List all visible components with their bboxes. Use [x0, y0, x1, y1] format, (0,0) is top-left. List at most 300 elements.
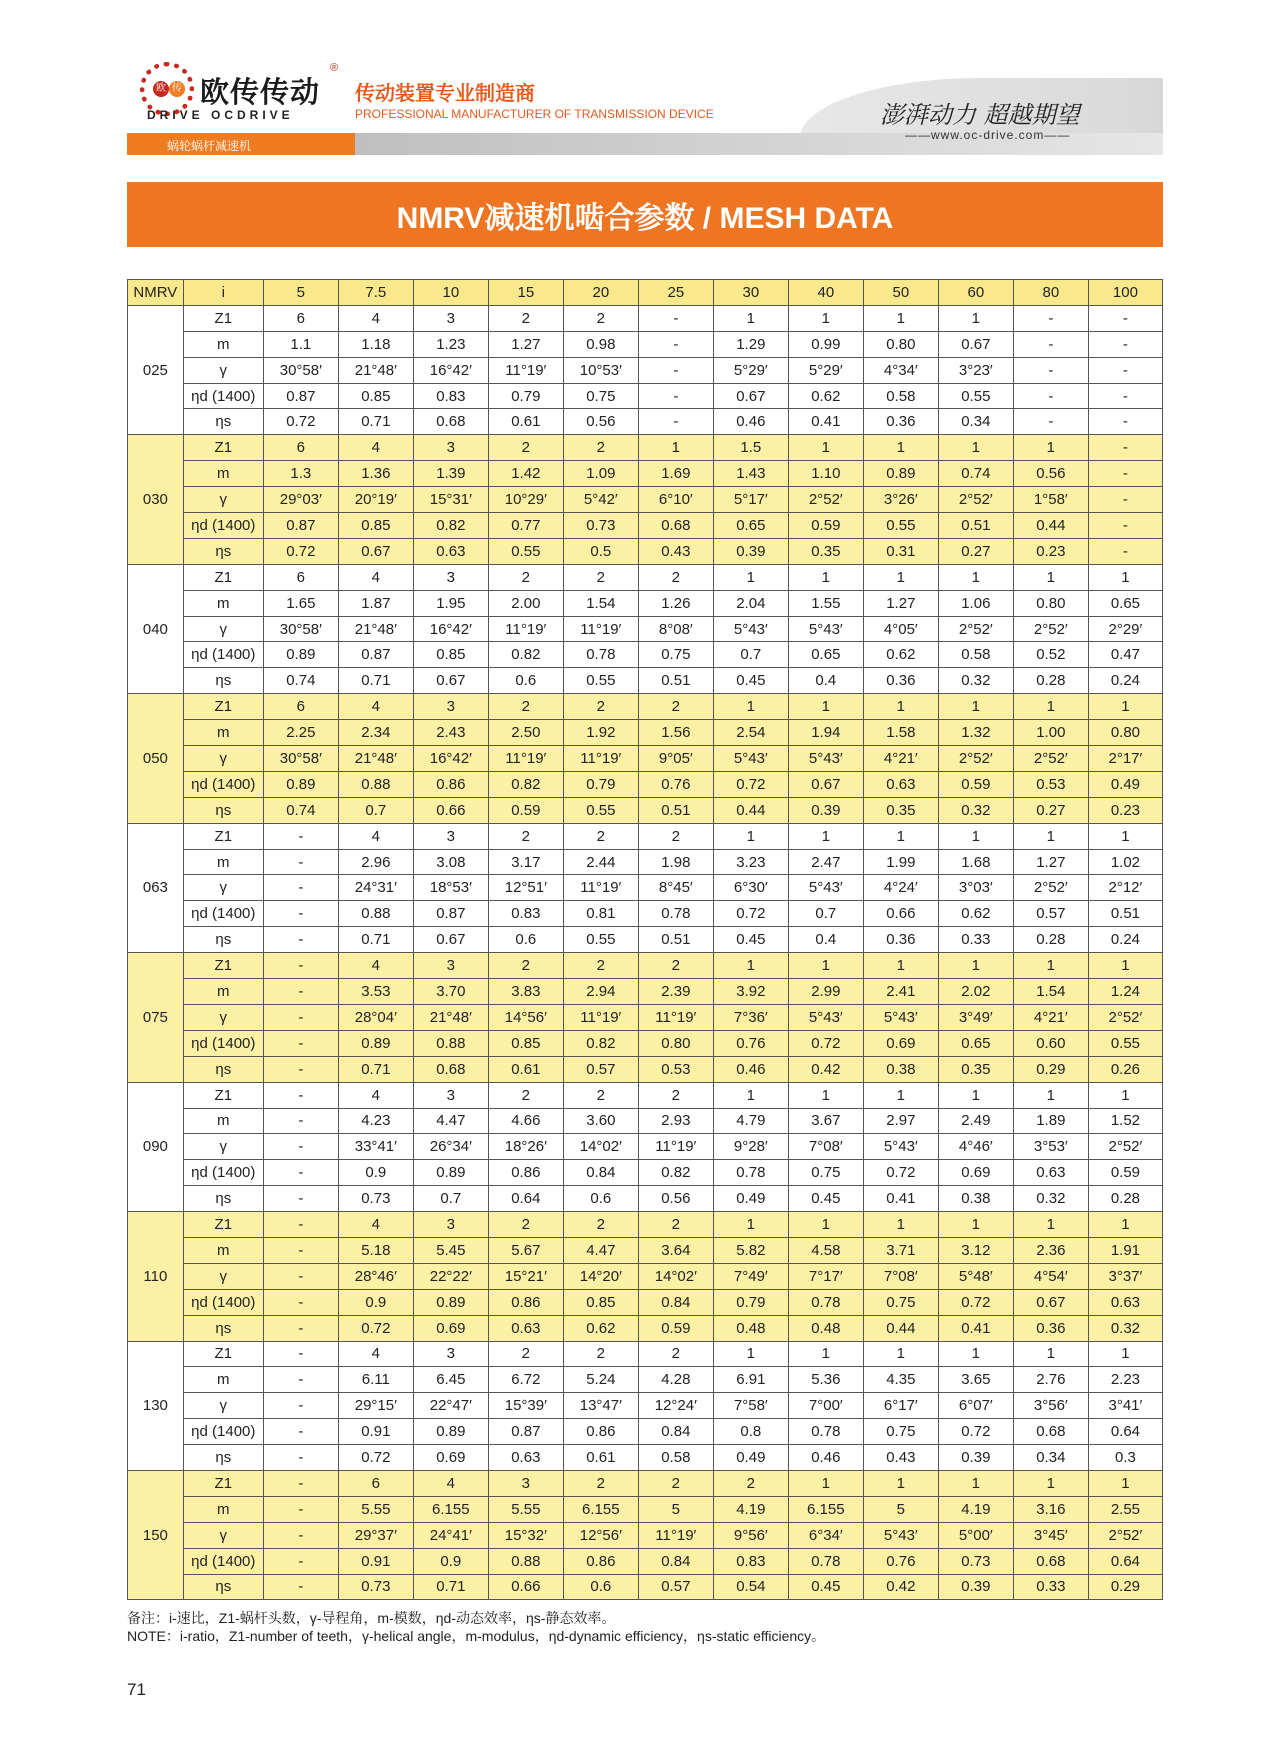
value-cell: 5°42′ — [563, 487, 638, 513]
value-cell: 0.51 — [638, 927, 713, 953]
value-cell: 30°58′ — [263, 357, 338, 383]
value-cell: 0.35 — [863, 797, 938, 823]
value-cell: 0.41 — [938, 1315, 1013, 1341]
value-cell: 0.38 — [863, 1056, 938, 1082]
value-cell: 4.47 — [413, 1108, 488, 1134]
value-cell: 3.67 — [788, 1108, 863, 1134]
value-cell: 1 — [863, 564, 938, 590]
value-cell: 21°48′ — [338, 746, 413, 772]
value-cell: 0.56 — [1013, 461, 1088, 487]
value-cell: 1.56 — [638, 720, 713, 746]
value-cell: 11°19′ — [488, 357, 563, 383]
param-cell: Z1 — [183, 564, 263, 590]
table-row — [128, 927, 1163, 953]
table-row — [128, 746, 1163, 772]
table-header-cell: 20 — [563, 280, 638, 306]
value-cell: 0.55 — [563, 927, 638, 953]
value-cell: - — [263, 901, 338, 927]
value-cell: 1 — [713, 823, 788, 849]
value-cell: 1 — [1013, 1082, 1088, 1108]
value-cell: 4 — [338, 435, 413, 461]
table-row — [128, 1082, 1163, 1108]
value-cell: 11°19′ — [488, 616, 563, 642]
value-cell: 1.95 — [413, 590, 488, 616]
value-cell: 11°19′ — [563, 875, 638, 901]
value-cell: - — [1088, 435, 1162, 461]
table-header-cell: 15 — [488, 280, 563, 306]
value-cell: 0.74 — [263, 668, 338, 694]
value-cell: 5°00′ — [938, 1522, 1013, 1548]
value-cell: 0.57 — [1013, 901, 1088, 927]
value-cell: 0.29 — [1088, 1574, 1162, 1600]
value-cell: 0.7 — [788, 901, 863, 927]
value-cell: 1.27 — [1013, 849, 1088, 875]
value-cell: - — [1013, 357, 1088, 383]
value-cell: 0.54 — [713, 1574, 788, 1600]
value-cell: 2.47 — [788, 849, 863, 875]
table-row — [128, 823, 1163, 849]
value-cell: 1.68 — [938, 849, 1013, 875]
value-cell: 0.84 — [638, 1548, 713, 1574]
value-cell: 1 — [788, 1470, 863, 1496]
value-cell: 5°48′ — [938, 1263, 1013, 1289]
value-cell: 0.65 — [1088, 590, 1162, 616]
value-cell: 2°52′ — [1088, 1134, 1162, 1160]
value-cell: 0.71 — [338, 927, 413, 953]
value-cell: 5.18 — [338, 1237, 413, 1263]
value-cell: 6.155 — [413, 1496, 488, 1522]
value-cell: 0.53 — [1013, 771, 1088, 797]
value-cell: 0.23 — [1013, 538, 1088, 564]
value-cell: 1.24 — [1088, 979, 1162, 1005]
value-cell: 2 — [563, 564, 638, 590]
value-cell: 6°10′ — [638, 487, 713, 513]
value-cell: 2 — [638, 953, 713, 979]
param-cell: ηs — [183, 1315, 263, 1341]
value-cell: 0.71 — [338, 409, 413, 435]
value-cell: 1 — [638, 435, 713, 461]
value-cell: 9°28′ — [713, 1134, 788, 1160]
value-cell: 2 — [563, 435, 638, 461]
value-cell: - — [263, 1237, 338, 1263]
value-cell: 11°19′ — [563, 1004, 638, 1030]
value-cell: 0.45 — [713, 668, 788, 694]
value-cell: 0.78 — [788, 1548, 863, 1574]
table-row — [128, 1574, 1163, 1600]
value-cell: 1.10 — [788, 461, 863, 487]
value-cell: 0.65 — [938, 1030, 1013, 1056]
value-cell: 3.17 — [488, 849, 563, 875]
value-cell: 0.43 — [863, 1445, 938, 1471]
value-cell: 1.42 — [488, 461, 563, 487]
value-cell: 0.58 — [938, 642, 1013, 668]
value-cell: 0.59 — [488, 797, 563, 823]
param-cell: ηs — [183, 409, 263, 435]
param-cell: γ — [183, 1134, 263, 1160]
value-cell: 0.63 — [488, 1315, 563, 1341]
table-row — [128, 616, 1163, 642]
param-cell: γ — [183, 1393, 263, 1419]
value-cell: 3°41′ — [1088, 1393, 1162, 1419]
param-cell: m — [183, 590, 263, 616]
param-cell: ηs — [183, 927, 263, 953]
value-cell: 3 — [413, 823, 488, 849]
value-cell: 2 — [638, 1341, 713, 1367]
value-cell: 4°34′ — [863, 357, 938, 383]
table-row — [128, 668, 1163, 694]
value-cell: 0.72 — [263, 409, 338, 435]
value-cell: 15°39′ — [488, 1393, 563, 1419]
value-cell: 5.55 — [338, 1496, 413, 1522]
table-header-cell: 30 — [713, 280, 788, 306]
value-cell: 0.31 — [863, 538, 938, 564]
value-cell: 0.88 — [338, 771, 413, 797]
value-cell: 0.26 — [1088, 1056, 1162, 1082]
value-cell: 2 — [563, 1470, 638, 1496]
value-cell: 0.6 — [488, 927, 563, 953]
param-cell: m — [183, 1367, 263, 1393]
value-cell: 2°52′ — [1088, 1522, 1162, 1548]
value-cell: 2.02 — [938, 979, 1013, 1005]
value-cell: 7°08′ — [788, 1134, 863, 1160]
value-cell: 1 — [938, 1341, 1013, 1367]
value-cell: 0.48 — [713, 1315, 788, 1341]
value-cell: 0.82 — [563, 1030, 638, 1056]
value-cell: 2 — [488, 1341, 563, 1367]
value-cell: 0.78 — [788, 1419, 863, 1445]
value-cell: 3°03′ — [938, 875, 1013, 901]
value-cell: 0.83 — [488, 901, 563, 927]
value-cell: 2.04 — [713, 590, 788, 616]
param-cell: γ — [183, 487, 263, 513]
value-cell: 21°48′ — [338, 357, 413, 383]
value-cell: - — [263, 823, 338, 849]
value-cell: 0.7 — [338, 797, 413, 823]
value-cell: 0.28 — [1013, 927, 1088, 953]
value-cell: 1 — [713, 953, 788, 979]
logo-mark-ou: 欧 — [153, 81, 169, 97]
value-cell: - — [263, 875, 338, 901]
tagline-cn: 传动装置专业制造商 — [355, 83, 535, 105]
tagline-en: PROFESSIONAL MANUFACTURER OF TRANSMISSION DEVICE — [355, 107, 714, 121]
value-cell: 6.155 — [563, 1496, 638, 1522]
value-cell: 0.69 — [413, 1315, 488, 1341]
value-cell: 2.00 — [488, 590, 563, 616]
value-cell: 0.80 — [1088, 720, 1162, 746]
value-cell: 1 — [1013, 953, 1088, 979]
value-cell: 0.89 — [413, 1289, 488, 1315]
value-cell: 1 — [1088, 1341, 1162, 1367]
value-cell: 0.83 — [713, 1548, 788, 1574]
value-cell: 2 — [638, 564, 713, 590]
value-cell: 6°07′ — [938, 1393, 1013, 1419]
value-cell: 0.67 — [713, 383, 788, 409]
value-cell: 1 — [1013, 694, 1088, 720]
value-cell: 4 — [338, 1341, 413, 1367]
param-cell: m — [183, 1108, 263, 1134]
slogan: 澎湃动力 超越期望 — [880, 101, 1080, 129]
value-cell: 11°19′ — [563, 616, 638, 642]
value-cell: 24°31′ — [338, 875, 413, 901]
value-cell: 0.62 — [863, 642, 938, 668]
value-cell: 0.83 — [413, 383, 488, 409]
value-cell: 4.28 — [638, 1367, 713, 1393]
value-cell: 0.87 — [413, 901, 488, 927]
value-cell: 1 — [788, 435, 863, 461]
value-cell: 2.76 — [1013, 1367, 1088, 1393]
table-row — [128, 1445, 1163, 1471]
value-cell: 1 — [863, 1341, 938, 1367]
value-cell: 1 — [863, 823, 938, 849]
value-cell: 0.6 — [563, 1574, 638, 1600]
value-cell: 0.99 — [788, 331, 863, 357]
value-cell: 0.45 — [788, 1574, 863, 1600]
value-cell: 1.55 — [788, 590, 863, 616]
param-cell: ηs — [183, 668, 263, 694]
value-cell: 0.66 — [413, 797, 488, 823]
value-cell: 5.24 — [563, 1367, 638, 1393]
value-cell: 0.32 — [1013, 1186, 1088, 1212]
value-cell: 1°58′ — [1013, 487, 1088, 513]
value-cell: 1 — [713, 694, 788, 720]
value-cell: 5°29′ — [788, 357, 863, 383]
value-cell: 1 — [788, 823, 863, 849]
value-cell: 6°34′ — [788, 1522, 863, 1548]
value-cell: 2 — [563, 1341, 638, 1367]
value-cell: 1.06 — [938, 590, 1013, 616]
param-cell: ηd (1400) — [183, 642, 263, 668]
value-cell: 5°17′ — [713, 487, 788, 513]
value-cell: 2°52′ — [938, 746, 1013, 772]
value-cell: 1 — [1013, 1341, 1088, 1367]
value-cell: 0.89 — [863, 461, 938, 487]
value-cell: 0.79 — [488, 383, 563, 409]
size-cell: 110 — [128, 1212, 184, 1341]
value-cell: 1 — [863, 435, 938, 461]
value-cell: 0.7 — [413, 1186, 488, 1212]
value-cell: 2 — [488, 1212, 563, 1238]
param-cell: m — [183, 1237, 263, 1263]
value-cell: 2.34 — [338, 720, 413, 746]
value-cell: 0.41 — [863, 1186, 938, 1212]
value-cell: 6 — [263, 305, 338, 331]
value-cell: 3.60 — [563, 1108, 638, 1134]
value-cell: 2.50 — [488, 720, 563, 746]
value-cell: 2°52′ — [788, 487, 863, 513]
value-cell: 0.58 — [638, 1445, 713, 1471]
value-cell: 1.43 — [713, 461, 788, 487]
value-cell: - — [638, 331, 713, 357]
value-cell: 1.29 — [713, 331, 788, 357]
value-cell: 2 — [638, 823, 713, 849]
value-cell: 0.58 — [863, 383, 938, 409]
table-header-cell: 100 — [1088, 280, 1162, 306]
value-cell: - — [263, 1134, 338, 1160]
value-cell: - — [263, 1367, 338, 1393]
size-cell: 075 — [128, 953, 184, 1082]
value-cell: 0.57 — [563, 1056, 638, 1082]
value-cell: 0.82 — [488, 771, 563, 797]
value-cell: 1.89 — [1013, 1108, 1088, 1134]
value-cell: - — [1088, 538, 1162, 564]
value-cell: 1.27 — [863, 590, 938, 616]
value-cell: 5 — [638, 1496, 713, 1522]
value-cell: 0.23 — [1088, 797, 1162, 823]
value-cell: 28°04′ — [338, 1004, 413, 1030]
value-cell: 2 — [563, 1212, 638, 1238]
param-cell: γ — [183, 875, 263, 901]
value-cell: 0.87 — [488, 1419, 563, 1445]
value-cell: 18°53′ — [413, 875, 488, 901]
value-cell: 11°19′ — [638, 1004, 713, 1030]
value-cell: 1.00 — [1013, 720, 1088, 746]
value-cell: 0.60 — [1013, 1030, 1088, 1056]
value-cell: 5°43′ — [863, 1522, 938, 1548]
table-row — [128, 1341, 1163, 1367]
value-cell: - — [263, 1522, 338, 1548]
value-cell: 1 — [713, 1082, 788, 1108]
value-cell: 6.91 — [713, 1367, 788, 1393]
value-cell: 6 — [338, 1470, 413, 1496]
value-cell: 1 — [938, 1470, 1013, 1496]
value-cell: 0.68 — [413, 1056, 488, 1082]
value-cell: 2.97 — [863, 1108, 938, 1134]
value-cell: 6 — [263, 564, 338, 590]
value-cell: 0.61 — [488, 409, 563, 435]
table-row — [128, 1134, 1163, 1160]
value-cell: 29°15′ — [338, 1393, 413, 1419]
value-cell: 22°22′ — [413, 1263, 488, 1289]
param-cell: Z1 — [183, 694, 263, 720]
value-cell: 0.72 — [338, 1315, 413, 1341]
size-cell: 130 — [128, 1341, 184, 1470]
value-cell: 2.49 — [938, 1108, 1013, 1134]
value-cell: 1.1 — [263, 331, 338, 357]
value-cell: 0.63 — [488, 1445, 563, 1471]
value-cell: - — [1088, 357, 1162, 383]
value-cell: 0.5 — [563, 538, 638, 564]
size-cell: 030 — [128, 435, 184, 564]
value-cell: 0.91 — [338, 1419, 413, 1445]
value-cell: 0.55 — [863, 513, 938, 539]
value-cell: 4.58 — [788, 1237, 863, 1263]
value-cell: 1.36 — [338, 461, 413, 487]
table-row — [128, 513, 1163, 539]
table-row — [128, 1289, 1163, 1315]
value-cell: 2 — [563, 953, 638, 979]
logo-mark-chuan: 传 — [169, 81, 185, 97]
value-cell: - — [263, 1548, 338, 1574]
param-cell: ηs — [183, 538, 263, 564]
value-cell: 0.39 — [788, 797, 863, 823]
value-cell: 0.72 — [938, 1289, 1013, 1315]
value-cell: 14°20′ — [563, 1263, 638, 1289]
value-cell: 7°00′ — [788, 1393, 863, 1419]
value-cell: 3°23′ — [938, 357, 1013, 383]
value-cell: 0.6 — [488, 668, 563, 694]
param-cell: m — [183, 461, 263, 487]
value-cell: - — [1088, 331, 1162, 357]
value-cell: 15°21′ — [488, 1263, 563, 1289]
value-cell: 0.51 — [938, 513, 1013, 539]
table-row — [128, 1160, 1163, 1186]
value-cell: 1.23 — [413, 331, 488, 357]
value-cell: 8°45′ — [638, 875, 713, 901]
value-cell: 1.5 — [713, 435, 788, 461]
value-cell: - — [263, 1315, 338, 1341]
value-cell: 0.80 — [863, 331, 938, 357]
value-cell: 1 — [1013, 435, 1088, 461]
value-cell: 4°05′ — [863, 616, 938, 642]
value-cell: 0.33 — [1013, 1574, 1088, 1600]
value-cell: 14°02′ — [638, 1263, 713, 1289]
value-cell: 6.11 — [338, 1367, 413, 1393]
value-cell: 1 — [713, 305, 788, 331]
value-cell: 0.24 — [1088, 927, 1162, 953]
value-cell: 0.75 — [863, 1289, 938, 1315]
table-row — [128, 1004, 1163, 1030]
table-row — [128, 953, 1163, 979]
registered-mark: ® — [330, 62, 339, 74]
value-cell: 0.63 — [863, 771, 938, 797]
value-cell: - — [263, 1030, 338, 1056]
value-cell: 3.12 — [938, 1237, 1013, 1263]
value-cell: 0.59 — [788, 513, 863, 539]
table-header-cell: 50 — [863, 280, 938, 306]
note-cn: 备注：i-速比，Z1-蜗杆头数，γ-导程角，m-模数，ηd-动态效率，ηs-静态效率。 — [127, 1610, 616, 1626]
value-cell: 0.77 — [488, 513, 563, 539]
value-cell: 2°52′ — [938, 616, 1013, 642]
value-cell: 1 — [713, 564, 788, 590]
table-header-cell: 60 — [938, 280, 1013, 306]
table-row — [128, 979, 1163, 1005]
value-cell: 0.75 — [638, 642, 713, 668]
value-cell: 5 — [863, 1496, 938, 1522]
value-cell: 0.72 — [713, 771, 788, 797]
value-cell: 0.76 — [638, 771, 713, 797]
value-cell: 1 — [788, 953, 863, 979]
value-cell: 0.72 — [788, 1030, 863, 1056]
value-cell: 3°26′ — [863, 487, 938, 513]
value-cell: 4°54′ — [1013, 1263, 1088, 1289]
value-cell: 4°21′ — [1013, 1004, 1088, 1030]
value-cell: 0.39 — [713, 538, 788, 564]
page-number: 71 — [127, 1680, 146, 1699]
value-cell: - — [1088, 409, 1162, 435]
value-cell: 4 — [338, 564, 413, 590]
value-cell: 1 — [863, 305, 938, 331]
value-cell: 0.88 — [413, 1030, 488, 1056]
value-cell: 0.87 — [263, 513, 338, 539]
value-cell: 0.82 — [638, 1160, 713, 1186]
table-header-cell: i — [183, 280, 263, 306]
table-row — [128, 1056, 1163, 1082]
value-cell: 2.55 — [1088, 1496, 1162, 1522]
value-cell: 0.36 — [1013, 1315, 1088, 1341]
value-cell: 1.39 — [413, 461, 488, 487]
value-cell: 0.46 — [788, 1445, 863, 1471]
param-cell: ηs — [183, 1574, 263, 1600]
value-cell: 1 — [863, 1082, 938, 1108]
value-cell: 3 — [413, 1212, 488, 1238]
value-cell: - — [263, 1445, 338, 1471]
value-cell: 0.88 — [338, 901, 413, 927]
value-cell: 5°43′ — [863, 1004, 938, 1030]
value-cell: 3 — [413, 435, 488, 461]
value-cell: - — [638, 305, 713, 331]
value-cell: 3.92 — [713, 979, 788, 1005]
value-cell: 0.8 — [713, 1419, 788, 1445]
